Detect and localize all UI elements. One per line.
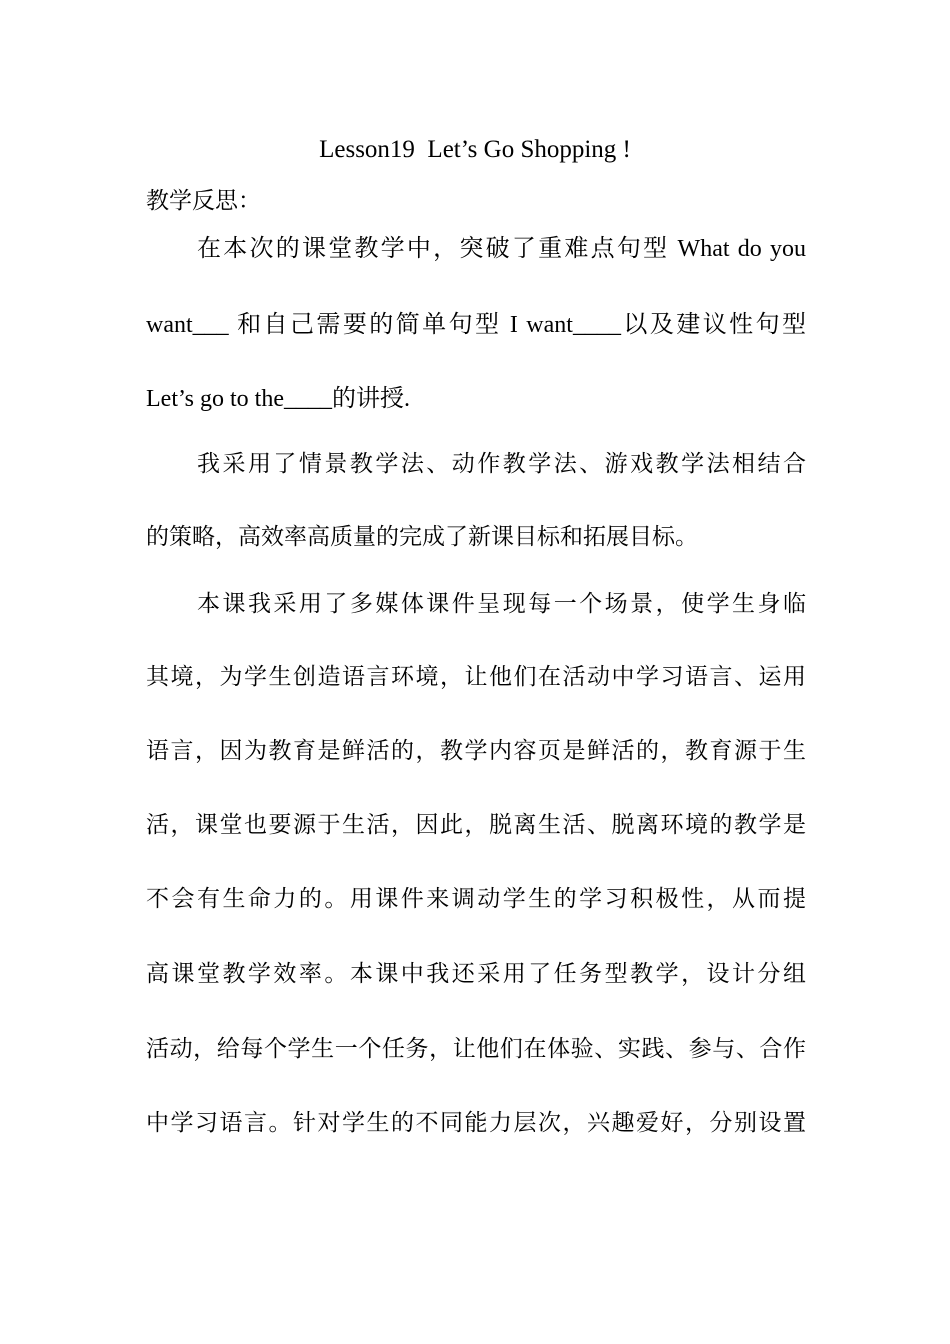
- paragraph-line: Let’s go to the____的讲授.: [146, 386, 410, 412]
- paragraph-line: 不会有生命力的。用课件来调动学生的学习积极性，从而提: [146, 886, 806, 912]
- paragraph-line: want___ 和自己需要的简单句型 I want____以及建议性句型: [146, 312, 806, 338]
- paragraph-line: 活动，给每个学生一个任务，让他们在体验、实践、参与、合作: [146, 1036, 806, 1062]
- paragraph-line: 本课我采用了多媒体课件呈现每一个场景，使学生身临: [197, 591, 806, 617]
- paragraph-line: 的策略，高效率高质量的完成了新课目标和拓展目标。: [146, 524, 698, 550]
- paragraph-line: 中学习语言。针对学生的不同能力层次，兴趣爱好，分别设置: [146, 1110, 806, 1136]
- paragraph-line: 我采用了情景教学法、动作教学法、游戏教学法相结合: [197, 451, 806, 477]
- paragraph-line: 在本次的课堂教学中，突破了重难点句型 What do you: [197, 236, 806, 262]
- paragraph-line: 活，课堂也要源于生活，因此，脱离生活、脱离环境的教学是: [146, 812, 806, 838]
- paragraph-line: 高课堂教学效率。本课中我还采用了任务型教学，设计分组: [146, 961, 806, 987]
- section-heading: 教学反思：: [146, 188, 261, 214]
- paragraph-line: 语言，因为教育是鲜活的，教学内容页是鲜活的，教育源于生: [146, 738, 806, 764]
- paragraph-line: 其境，为学生创造语言环境，让他们在活动中学习语言、运用: [146, 664, 806, 690]
- document-title: Lesson19 Let’s Go Shopping !: [319, 136, 631, 163]
